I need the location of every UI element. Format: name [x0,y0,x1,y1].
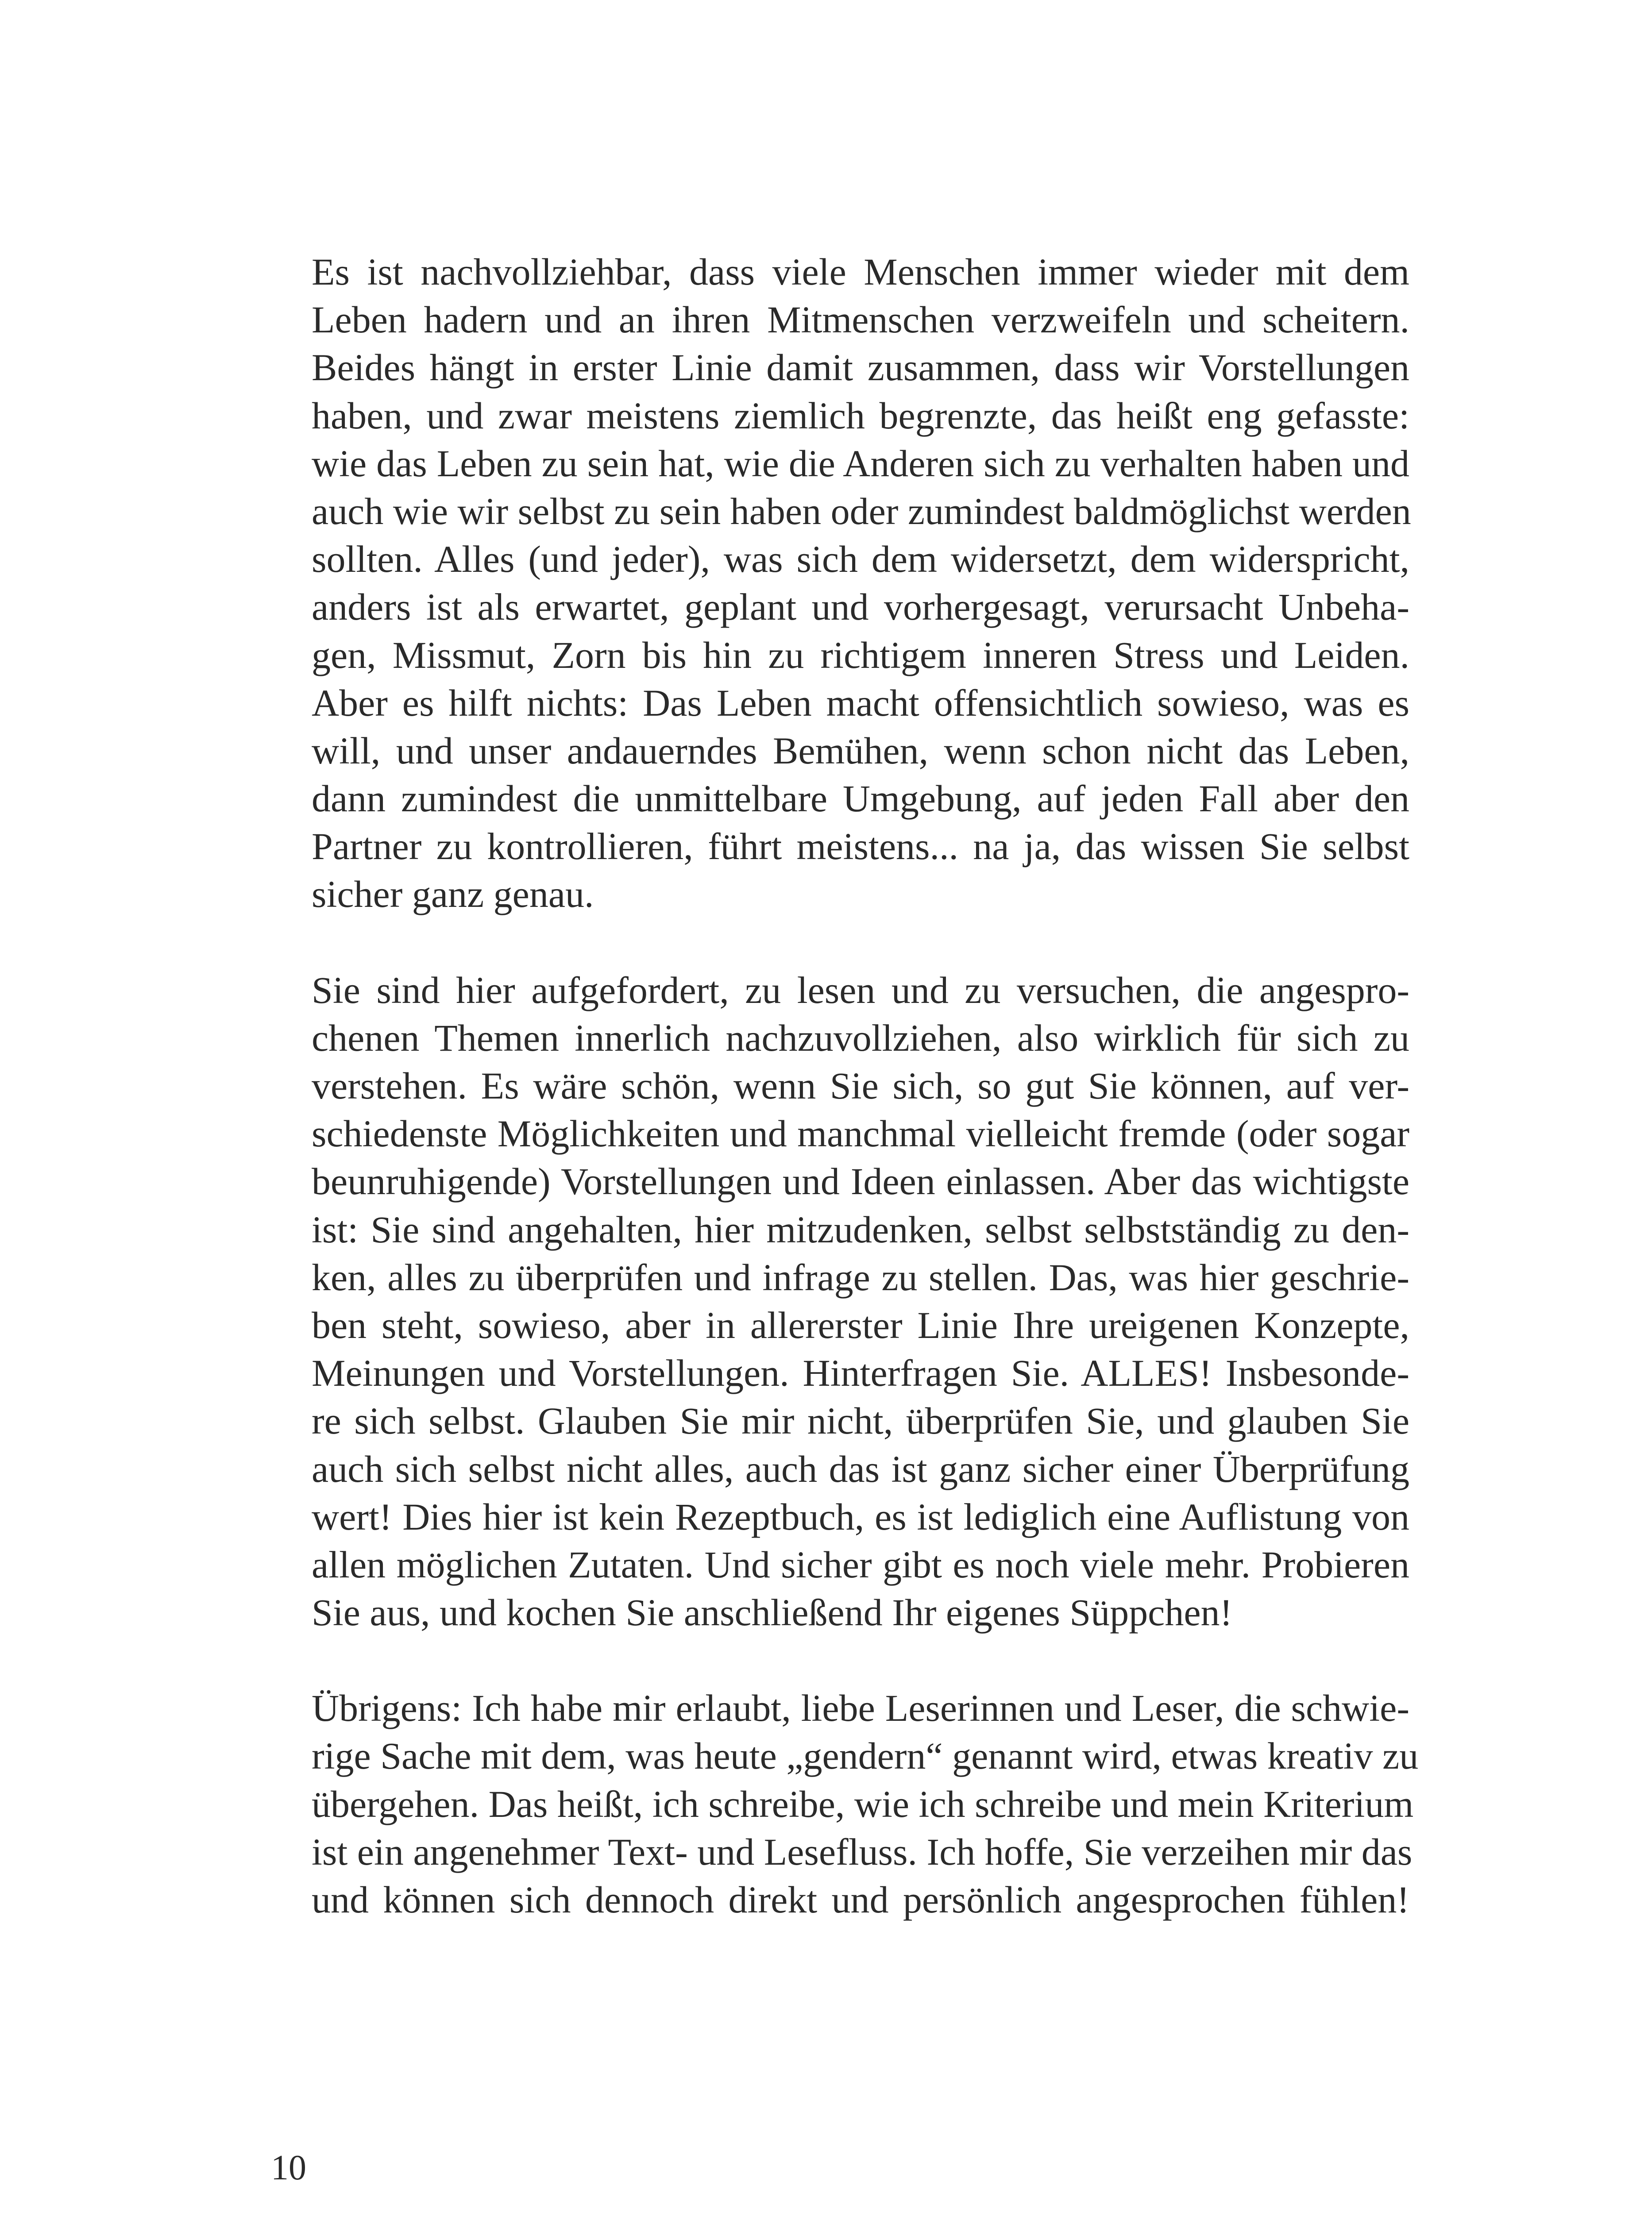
text-line: Leben hadern und an ihren Mitmenschen verzweifeln und scheitern. [312,298,1409,341]
text-line: Es ist nachvollziehbar, dass viele Menschen immer wieder mit dem [312,251,1409,293]
text-line: verstehen. Es wäre schön, wenn Sie sich, so gut Sie können, auf ver- [312,1064,1409,1107]
page-number: 10 [271,2148,306,2187]
text-line: re sich selbst. Glauben Sie mir nicht, überprüfen Sie, und glauben Sie [312,1400,1409,1442]
text-line: allen möglichen Zutaten. Und sicher gibt es noch viele mehr. Probieren [312,1543,1409,1586]
text-line: rige Sache mit dem, was heute „gendern“ genannt wird, etwas kreativ zu [312,1735,1419,1777]
paragraph-2 [312,966,1409,1637]
text-line: haben, und zwar meistens ziemlich begrenzte, das heißt eng gefasste: [312,394,1409,437]
text-line: sicher ganz genau. [312,873,594,916]
paragraph-1 [312,248,1409,918]
text-line: gen, Missmut, Zorn bis hin zu richtigem inneren Stress und Leiden. [312,633,1409,676]
text-line: Übrigens: Ich habe mir erlaubt, liebe Leserinnen und Leser, die schwie- [312,1687,1409,1730]
paragraph-spacer [312,918,1409,966]
text-line: chenen Themen innerlich nachzuvollziehen, also wirklich für sich zu [312,1016,1409,1059]
text-line: beunruhigende) Vorstellungen und Ideen einlassen. Aber das wichtigste [312,1160,1409,1203]
text-line: anders ist als erwartet, geplant und vorhergesagt, verursacht Unbeha- [312,586,1409,628]
text-line: schiedenste Möglichkeiten und manchmal vielleicht fremde (oder sogar [312,1112,1409,1155]
text-line: übergehen. Das heißt, ich schreibe, wie ich schreibe und mein Kriterium [312,1782,1414,1825]
text-line: Partner zu kontrollieren, führt meistens... na ja, das wissen Sie selbst [312,825,1409,868]
text-line: wie das Leben zu sein hat, wie die Anderen sich zu verhalten haben und [312,442,1409,485]
text-line: sollten. Alles (und jeder), was sich dem widersetzt, dem widerspricht, [312,538,1409,581]
text-line: Aber es hilft nichts: Das Leben macht offensichtlich sowieso, was es [312,681,1409,724]
text-line: ken, alles zu überprüfen und infrage zu stellen. Das, was hier geschrie- [312,1256,1409,1299]
text-line: Meinungen und Vorstellungen. Hinterfragen Sie. ALLES! Insbesonde- [312,1352,1409,1395]
text-line: wert! Dies hier ist kein Rezeptbuch, es ist lediglich eine Auflistung von [312,1495,1409,1538]
text-line: Sie aus, und kochen Sie anschließend Ihr eigenes Süppchen! [312,1591,1233,1634]
paragraph-spacer [312,1636,1409,1684]
paragraph-3 [312,1684,1419,1924]
text-line: und können sich dennoch direkt und persönlich angesprochen fühlen! [312,1878,1409,1921]
text-line: will, und unser andauerndes Bemühen, wenn schon nicht das Leben, [312,729,1409,772]
text-line: auch wie wir selbst zu sein haben oder zumindest baldmöglichst werden [312,490,1411,532]
text-line: Sie sind hier aufgefordert, zu lesen und zu versuchen, die angespro- [312,968,1409,1011]
text-line: Beides hängt in erster Linie damit zusammen, dass wir Vorstellungen [312,346,1409,389]
text-line: auch sich selbst nicht alles, auch das ist ganz sicher einer Überprüfung [312,1447,1409,1490]
text-line: ist: Sie sind angehalten, hier mitzudenken, selbst selbstständig zu den- [312,1208,1409,1251]
body-text [312,248,1419,1924]
text-line: dann zumindest die unmittelbare Umgebung, auf jeden Fall aber den [312,777,1409,820]
text-line: ist ein angenehmer Text- und Lesefluss. Ich hoffe, Sie verzeihen mir das [312,1830,1413,1873]
text-line: ben steht, sowieso, aber in allererster Linie Ihre ureigenen Konzepte, [312,1303,1409,1346]
